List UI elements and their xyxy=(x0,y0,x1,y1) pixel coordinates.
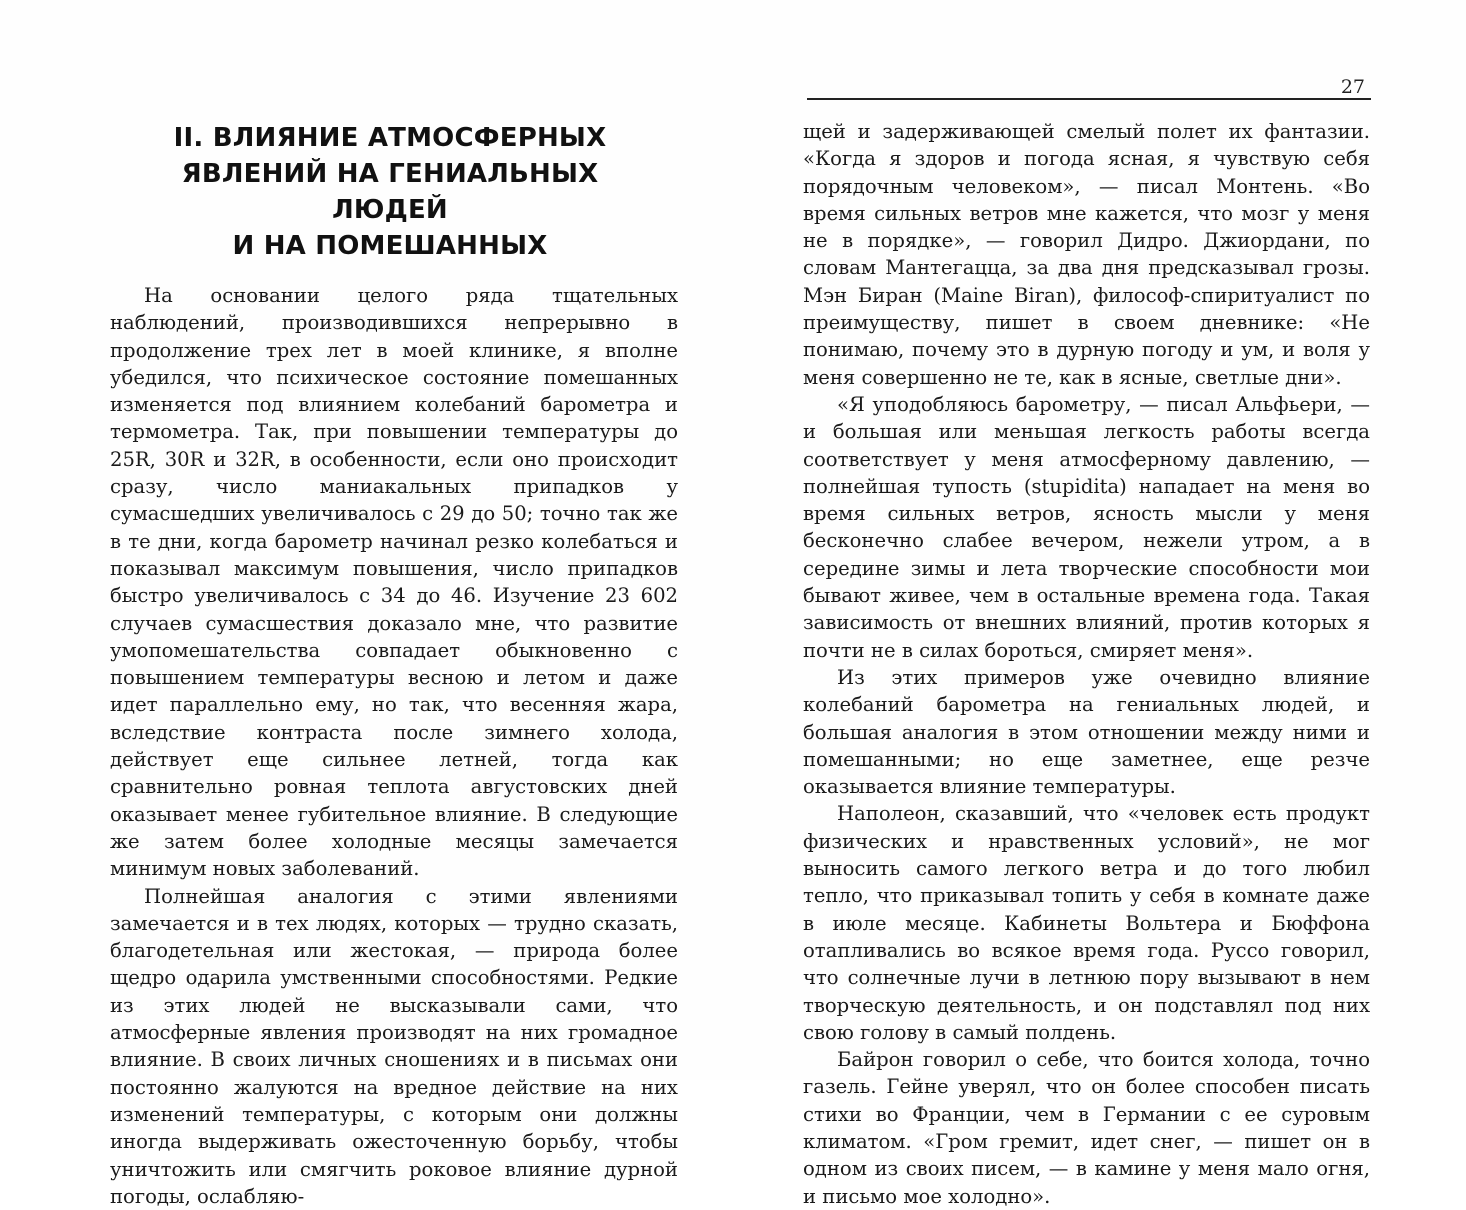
paragraph: Байрон говорил о себе, что боится холода, точно газель. Гейне уверял, что он более способен писать стихи во Франции, чем в Германии с ее суровым климатом. «Гром гремит, идет снег, — пишет он в одном из своих писем, — в камине у меня мало огня, и письмо мое холодно». xyxy=(803,1048,1370,1208)
paragraph: На основании целого ряда тщательных наблюдений, производившихся непрерывно в продолжение трех лет в моей клинике, я вполне убедился, что психическое состояние помешанных изменяется под влиянием колебаний барометра и термометра. Так, при повышении температуры до 25R, 30R и 32R, в особенности, если оно происходит сразу, число маниакальных припадков у сумасшедших увеличивалось с 29 до 50; точно так же в те дни, когда барометр начинал резко колебаться и показывал максимум повышения, число припадков быстро увеличивалось с 34 до 46. Изучение 23 602 случаев сумасшествия доказало мне, что развитие умопомешательства совпадает обыкновенно с повышением температуры весною и летом и даже идет параллельно ему, но так, что весенняя жара, вследствие контраста после зимнего холода, действует еще сильнее летней, тогда как сравнительно ровная теплота августовских дней оказывает менее губительное влияние. В следующие же затем более холодные месяцы замечается минимум новых заболеваний. xyxy=(110,284,678,881)
page-number: 27 xyxy=(1340,76,1365,98)
paragraph: Наполеон, сказавший, что «человек есть продукт физических и нравственных условий», не мог выносить самого легкого ветра и до того любил тепло, что приказывал топить у себя в комнате даже в июле месяце. Кабинеты Вольтера и Бюффона отапливались во всякое время года. Руссо говорил, что солнечные лучи в летнюю пору вызывают в нем творческую деятельность, и он подставлял под них свою голову в самый полдень. xyxy=(803,802,1370,1044)
chapter-title xyxy=(150,120,630,264)
running-head xyxy=(807,68,1371,100)
right-text-column xyxy=(803,118,1370,1210)
left-page xyxy=(0,0,733,1208)
paragraph: Из этих примеров уже очевидно влияние колебаний барометра на гениальных людей, и большая аналогия в этом отношении между ними и помешанными; но еще заметнее, еще резче оказывается влияние температуры. xyxy=(803,665,1370,799)
chapter-title-line-2: ЯВЛЕНИЙ НА ГЕНИАЛЬНЫХ ЛЮДЕЙ xyxy=(181,159,599,225)
chapter-title-line-1: II. ВЛИЯНИЕ АТМОСФЕРНЫХ xyxy=(173,123,607,153)
left-text-column xyxy=(110,282,678,1210)
paragraph: Полнейшая аналогия с этими явлениями замечается и в тех людях, которых — трудно сказать, благодетельная или жестокая, — природа более щедро одарила умственными способностями. Редкие из этих людей не высказывали сами, что атмосферные явления производят на них громадное влияние. В своих личных сношениях и в письмах они постоянно жалуются на вредное действие на них изменений температуры, с которым они должны иногда выдерживать ожесточенную борьбу, чтобы уничтожить или смягчить роковое влияние дурной погоды, ослабляю- xyxy=(110,884,678,1208)
paragraph: «Я уподобляюсь барометру, — писал Альфьери, — и большая или меньшая легкость работы всегда соответствует у меня атмосферному давлению, — полнейшая тупость (stupidita) нападает на меня во время сильных ветров, ясность мысли у меня бесконечно слабее вечером, нежели утром, а в середине зимы и лета творческие способности мои бывают живее, чем в остальные времена года. Такая зависимость от внешних влияний, против которых я почти не в силах бороться, смиряет меня». xyxy=(803,392,1370,662)
right-page xyxy=(733,0,1466,1208)
paragraph: щей и задерживающей смелый полет их фантазии. «Когда я здоров и погода ясная, я чувствую себя порядочным человеком», — писал Монтень. «Во время сильных ветров мне кажется, что мозг у меня не в порядке», — говорил Дидро. Джиордани, по словам Мантегацца, за два дня предсказывал грозы. Мэн Биран (Maine Biran), философ-спиритуалист по преимуществу, пишет в своем дневнике: «Не понимаю, почему это в дурную погоду и ум, и воля у меня совершенно не те, как в ясные, светлые дни». xyxy=(803,120,1370,389)
chapter-title-line-3: И НА ПОМЕШАННЫХ xyxy=(232,231,548,261)
